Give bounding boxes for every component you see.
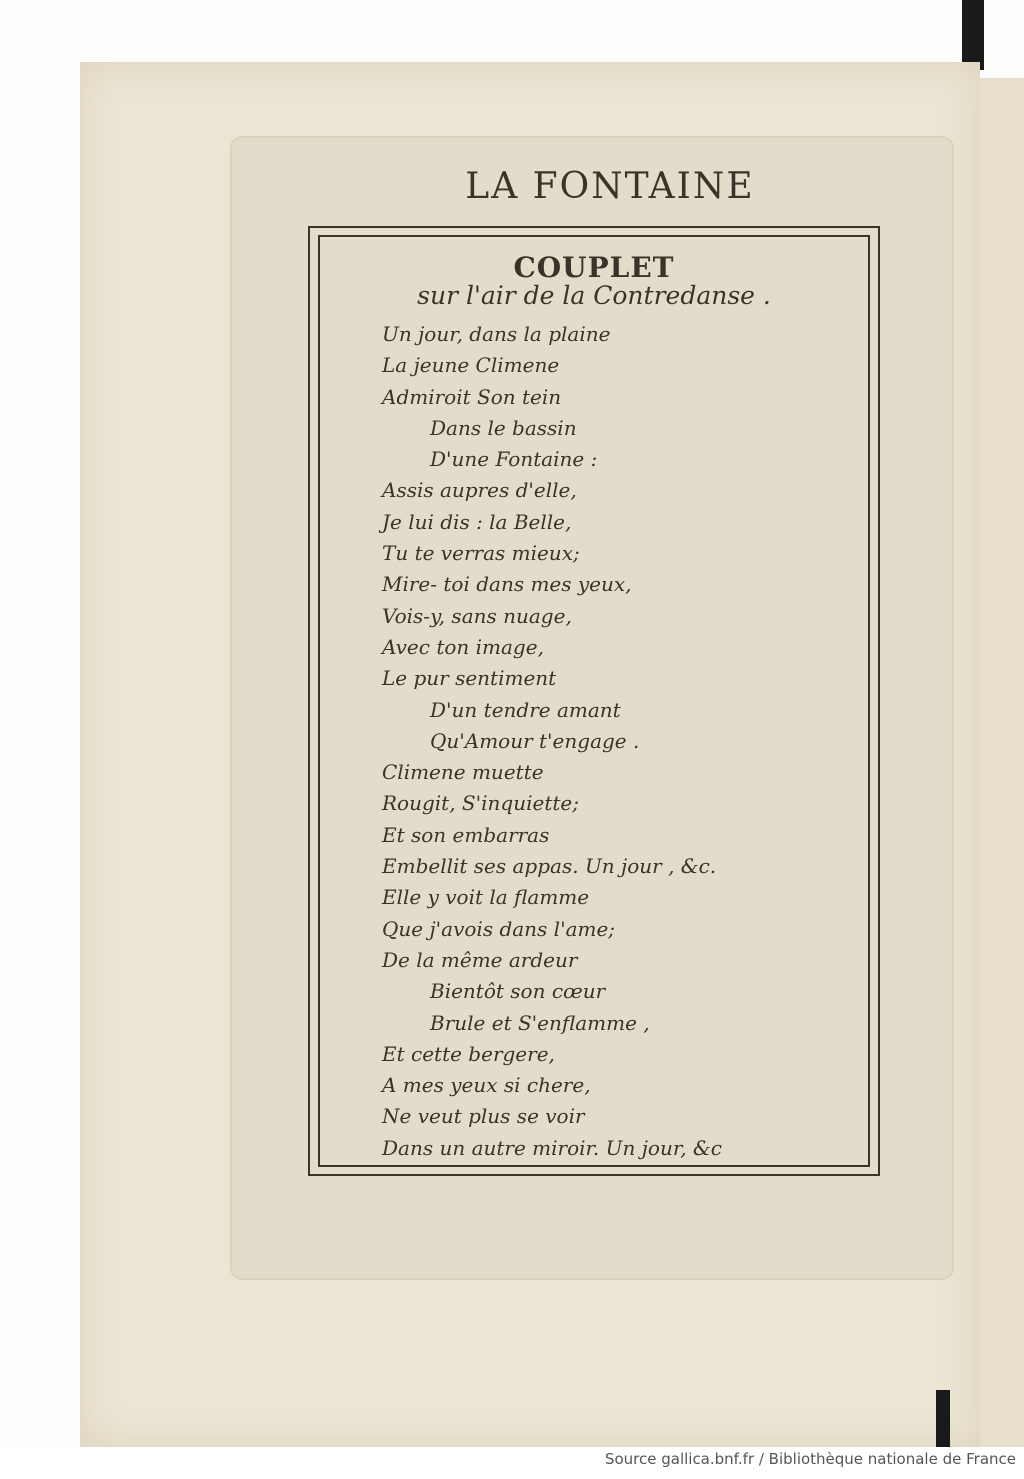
verse-line: Embellit ses appas. Un jour , &c.: [382, 854, 717, 879]
verse-line: Tu te verras mieux;: [382, 541, 580, 566]
verse-line: Dans le bassin: [430, 415, 577, 440]
verse-line: Et son embarras: [382, 822, 550, 847]
verse-line: A mes yeux si chere,: [382, 1073, 591, 1098]
verse-line: Admiroit Son tein: [382, 384, 562, 409]
verse-line: Assis aupres d'elle,: [382, 478, 577, 503]
verse-line: Vois-y, sans nuage,: [382, 603, 572, 628]
verse-line: Le pur sentiment: [382, 666, 557, 691]
verse-frame: [308, 226, 880, 1176]
verse-line: Avec ton image,: [382, 634, 544, 659]
facing-page-edge: [975, 78, 1024, 1447]
verse-line: Que j'avois dans l'ame;: [382, 916, 616, 941]
verse-lines: [382, 319, 722, 1164]
verse-line: D'une Fontaine :: [430, 447, 598, 472]
verse-line: D'un tendre amant: [430, 697, 621, 722]
verse-line: La jeune Climene: [382, 353, 560, 378]
verse-line: Un jour, dans la plaine: [382, 322, 611, 346]
verse-line: Et cette bergere,: [382, 1041, 555, 1066]
couplet-title: COUPLET: [513, 251, 675, 284]
source-credit: Source gallica.bnf.fr / Bibliothèque nationale de France: [604, 1450, 1016, 1468]
couplet-subtitle: sur l'air de la Contredanse .: [417, 281, 771, 310]
verse-line: Mire- toi dans mes yeux,: [382, 572, 632, 597]
verse-line: Qu'Amour t'engage .: [430, 728, 640, 753]
verse-frame-inner: [318, 235, 870, 1167]
binding-strip-bottom: [936, 1390, 950, 1447]
verse-line: Elle y voit la flamme: [382, 885, 590, 910]
verse-line: Brule et S'enflamme ,: [430, 1010, 650, 1035]
verse-line: De la même ardeur: [382, 947, 578, 972]
verse-line: Bientôt son cœur: [430, 979, 606, 1004]
page-heading: LA FONTAINE: [465, 166, 755, 207]
verse-line: Rougit, S'inquiette;: [382, 791, 579, 816]
binding-strip-top: [962, 0, 984, 70]
verse-line: Ne veut plus se voir: [382, 1104, 585, 1129]
verse-line: Dans un autre miroir. Un jour, &c: [382, 1135, 722, 1160]
verse-line: Je lui dis : la Belle,: [382, 509, 572, 534]
verse-line: Climene muette: [382, 760, 544, 785]
